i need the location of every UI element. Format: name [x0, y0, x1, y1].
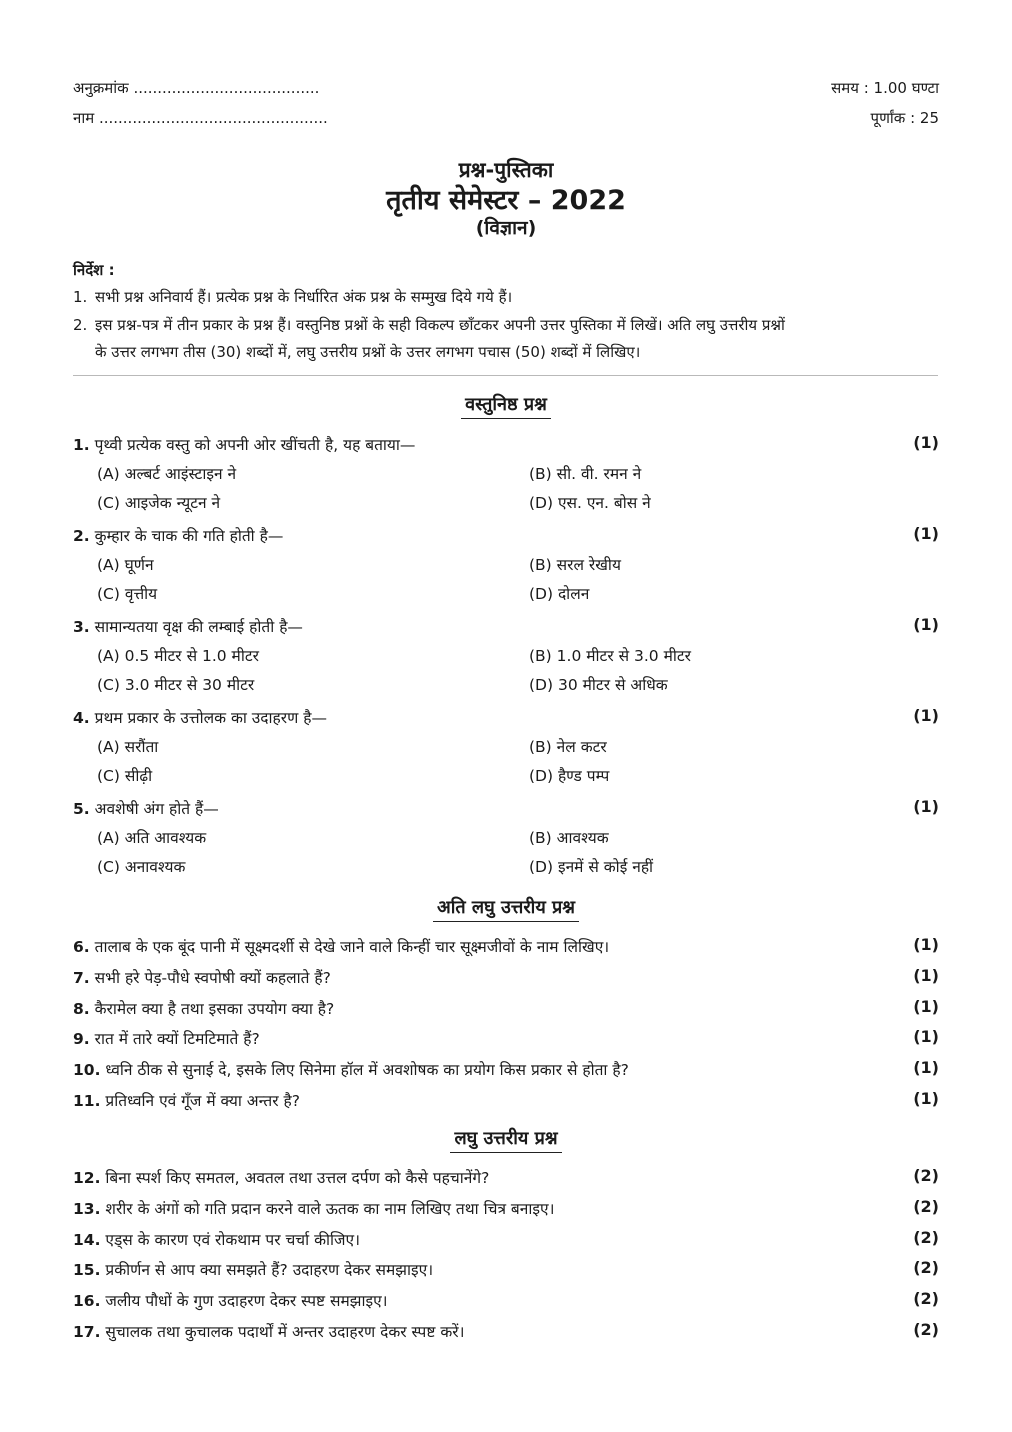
question-row [73, 706, 327, 728]
divider [73, 375, 938, 376]
answer-option: (D) इनमें से कोई नहीं [529, 858, 654, 876]
question-number: 10. [73, 1061, 101, 1080]
question-number: 13. [73, 1199, 101, 1218]
instruction-1 [73, 284, 943, 311]
question-number: 15. [73, 1261, 101, 1280]
answer-option: (D) एस. एन. बोस ने [529, 494, 651, 512]
question-marks: (1) [913, 935, 939, 954]
question-number: 8. [73, 999, 90, 1018]
question-marks: (1) [913, 615, 939, 634]
question-marks: (2) [913, 1166, 939, 1185]
question-text: ध्वनि ठीक से सुनाई दे, इसके लिए सिनेमा हॉल में अवशोषक का प्रयोग किस प्रकार से होता है? [105, 1061, 629, 1080]
instruction-number: 1. [73, 288, 88, 306]
time-label: समय : 1.00 घण्टा [831, 79, 939, 97]
answer-option: (B) आवश्यक [529, 829, 609, 847]
question-number: 6. [73, 938, 90, 956]
answer-option: (A) सरौंता [97, 738, 159, 756]
answer-option: (A) घूर्णन [97, 556, 154, 574]
answer-option: (D) हैण्ड पम्प [529, 767, 610, 785]
question-text: सभी हरे पेड़-पौधे स्वपोषी क्यों कहलाते हैं? [94, 968, 331, 987]
question-number: 5. [73, 800, 90, 818]
question-text: पृथ्वी प्रत्येक वस्तु को अपनी ओर खींचती है, यह बताया— [94, 436, 416, 454]
answer-option: (A) अल्बर्ट आइंस्टाइन ने [97, 465, 237, 483]
question-number: 9. [73, 1030, 90, 1049]
question-number: 12. [73, 1169, 101, 1187]
question-row [73, 1289, 388, 1311]
question-number: 1. [73, 436, 90, 454]
question-text: सुचालक तथा कुचालक पदार्थों में अन्तर उदाहरण देकर स्पष्ट करें। [105, 1323, 465, 1341]
instruction-2-continued: के उत्तर लगभग तीस (30) शब्दों में, लघु उत्तरीय प्रश्नों के उत्तर लगभग पचास (50) शब्दों में लिखिए। [95, 343, 641, 361]
booklet-title: प्रश्न-पुस्तिका [458, 158, 554, 182]
answer-option: (C) सीढ़ी [97, 767, 153, 785]
answer-option: (D) 30 मीटर से अधिक [529, 676, 668, 694]
name-field: नाम ................................................ [73, 109, 328, 127]
question-row [73, 966, 331, 988]
question-marks: (2) [913, 1258, 939, 1278]
question-row [73, 1197, 554, 1219]
question-marks: (1) [913, 1089, 939, 1108]
question-text: कुम्हार के चाक की गति होती है— [94, 527, 284, 545]
instruction-text: सभी प्रश्न अनिवार्य हैं। प्रत्येक प्रश्न के निर्धारित अंक प्रश्न के सम्मुख दिये गये हैं। [95, 288, 513, 306]
question-row [73, 433, 415, 455]
answer-option: (C) अनावश्यक [97, 858, 186, 876]
question-marks: (2) [913, 1196, 939, 1216]
question-text: एड्स के कारण एवं रोकथाम पर चर्चा कीजिए। [105, 1230, 360, 1249]
question-text: तालाब के एक बूंद पानी में सूक्ष्मदर्शी से देखे जाने वाले किन्हीं चार सूक्ष्मजीवों के नाम लिखिए। [94, 938, 610, 956]
question-number: 16. [73, 1292, 101, 1311]
question-marks: (1) [913, 1058, 939, 1078]
section-heading-short [0, 1126, 1012, 1150]
question-number: 3. [73, 618, 90, 636]
question-number: 14. [73, 1230, 101, 1249]
question-number: 17. [73, 1323, 101, 1341]
question-row [73, 524, 283, 546]
question-row [73, 1089, 300, 1111]
question-marks: (1) [913, 797, 939, 816]
question-row [73, 1258, 433, 1280]
question-text: जलीय पौधों के गुण उदाहरण देकर स्पष्ट समझाइए। [105, 1292, 388, 1311]
question-row [73, 997, 334, 1019]
answer-option: (D) दोलन [529, 585, 590, 603]
answer-option: (A) अति आवश्यक [97, 829, 207, 847]
total-marks-label: पूर्णांक : 25 [870, 109, 939, 127]
section-heading-objective [0, 392, 1012, 416]
section-title: लघु उत्तरीय प्रश्न [450, 1128, 561, 1153]
question-marks: (1) [913, 1027, 939, 1047]
question-text: कैरामेल क्या है तथा इसका उपयोग क्या है? [94, 999, 335, 1018]
question-row [73, 797, 219, 819]
question-row [73, 1027, 260, 1049]
question-text: प्रथम प्रकार के उत्तोलक का उदाहरण है— [94, 709, 327, 727]
question-text: प्रतिध्वनि एवं गूँज में क्या अन्तर है? [105, 1092, 300, 1110]
answer-option: (B) नेल कटर [529, 738, 607, 756]
answer-option: (A) 0.5 मीटर से 1.0 मीटर [97, 647, 259, 665]
answer-option: (B) सरल रेखीय [529, 556, 621, 574]
question-row [73, 1058, 629, 1080]
section-heading-very-short [0, 895, 1012, 919]
question-text: बिना स्पर्श किए समतल, अवतल तथा उत्तल दर्पण को कैसे पहचानेंगे? [105, 1169, 490, 1187]
instructions-heading: निर्देश : [73, 261, 115, 279]
question-marks: (1) [913, 996, 939, 1016]
subject-title: (विज्ञान) [475, 217, 537, 239]
question-text: सामान्यतया वृक्ष की लम्बाई होती है— [94, 618, 303, 636]
question-row [73, 935, 609, 957]
question-row [73, 1320, 464, 1342]
section-title: वस्तुनिष्ठ प्रश्न [461, 394, 551, 419]
instruction-text: इस प्रश्न-पत्र में तीन प्रकार के प्रश्न हैं। वस्तुनिष्ठ प्रश्नों के सही विकल्प छाँटकर अपनी उत्तर पुस्तिका में लिखें। अति लघु उत्तरीय प्रश्नों [95, 316, 785, 334]
question-marks: (2) [913, 1227, 939, 1247]
question-marks: (1) [913, 524, 939, 543]
question-row [73, 1166, 489, 1188]
roll-number-field: अनुक्रमांक ....................................... [73, 79, 320, 97]
question-number: 4. [73, 709, 90, 727]
question-row [73, 615, 303, 637]
semester-title: तृतीय सेमेस्टर – 2022 [386, 185, 626, 216]
answer-option: (B) सी. वी. रमन ने [529, 465, 642, 483]
question-marks: (2) [913, 1320, 939, 1339]
section-title: अति लघु उत्तरीय प्रश्न [433, 897, 579, 922]
answer-option: (C) 3.0 मीटर से 30 मीटर [97, 676, 255, 694]
question-text: शरीर के अंगों को गति प्रदान करने वाले ऊतक का नाम लिखिए तथा चित्र बनाइए। [105, 1199, 555, 1218]
question-number: 11. [73, 1092, 101, 1110]
question-marks: (2) [913, 1289, 939, 1309]
instruction-number: 2. [73, 316, 88, 334]
answer-option: (C) आइजेक न्यूटन ने [97, 494, 221, 512]
question-marks: (1) [913, 433, 939, 452]
question-text: प्रकीर्णन से आप क्या समझते हैं? उदाहरण देकर समझाइए। [105, 1261, 434, 1280]
question-number: 7. [73, 968, 90, 987]
question-text: रात में तारे क्यों टिमटिमाते हैं? [94, 1030, 260, 1049]
question-text: अवशेषी अंग होते हैं— [94, 800, 219, 818]
question-marks: (1) [913, 965, 939, 985]
question-marks: (1) [913, 706, 939, 725]
question-number: 2. [73, 527, 90, 545]
instruction-2 [73, 312, 953, 339]
answer-option: (B) 1.0 मीटर से 3.0 मीटर [529, 647, 692, 665]
answer-option: (C) वृत्तीय [97, 585, 158, 603]
question-row [73, 1228, 360, 1250]
